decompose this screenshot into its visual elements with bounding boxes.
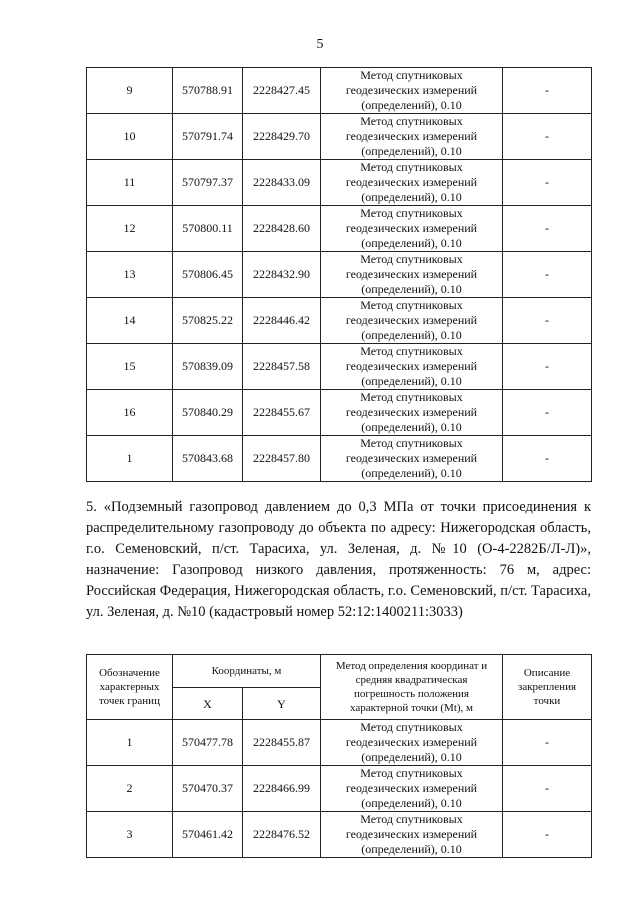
method-line: Метод спутниковых	[360, 720, 463, 734]
cell-x: 570797.37	[173, 160, 243, 206]
cell-x: 570791.74	[173, 114, 243, 160]
method-line: геодезических измерений	[345, 175, 478, 189]
cell-description: -	[503, 436, 592, 482]
table-row	[87, 252, 592, 298]
cell-description: -	[503, 160, 592, 206]
table-row	[87, 344, 592, 390]
cell-point: 10	[87, 114, 173, 160]
method-line: Метод спутниковых	[360, 114, 463, 128]
method-line: (определений), 0.10	[361, 236, 462, 250]
cell-x: 570806.45	[173, 252, 243, 298]
method-line: (определений), 0.10	[361, 796, 462, 810]
cell-point: 14	[87, 298, 173, 344]
method-line: Метод спутниковых	[360, 252, 463, 266]
cell-method	[321, 436, 503, 482]
page-number: 5	[316, 37, 324, 52]
cell-x: 570843.68	[173, 436, 243, 482]
method-line: геодезических измерений	[345, 735, 478, 749]
method-line: (определений), 0.10	[361, 420, 462, 434]
header-point: Обозначение характерных точек границ	[87, 655, 173, 720]
cell-point: 1	[87, 436, 173, 482]
method-line: геодезических измерений	[345, 781, 478, 795]
cell-description: -	[503, 298, 592, 344]
method-line: Метод спутниковых	[360, 344, 463, 358]
cell-method	[321, 812, 503, 858]
method-line: Метод спутниковых	[360, 436, 463, 450]
cell-method	[321, 766, 503, 812]
table-row	[87, 720, 592, 766]
cell-x: 570461.42	[173, 812, 243, 858]
table-row	[87, 206, 592, 252]
cell-y: 2228457.80	[243, 436, 321, 482]
cell-method	[321, 298, 503, 344]
cell-point: 11	[87, 160, 173, 206]
cell-point: 9	[87, 68, 173, 114]
table-2-body	[87, 720, 592, 858]
method-line: (определений), 0.10	[361, 842, 462, 856]
cell-point: 1	[87, 720, 173, 766]
method-line: Метод спутниковых	[360, 390, 463, 404]
table-row	[87, 766, 592, 812]
method-line: Метод спутниковых	[360, 298, 463, 312]
cell-y: 2228446.42	[243, 298, 321, 344]
table-row	[87, 298, 592, 344]
cell-x: 570477.78	[173, 720, 243, 766]
method-line: Метод спутниковых	[360, 206, 463, 220]
method-line: Метод спутниковых	[360, 160, 463, 174]
header-coordinates: Координаты, м	[173, 655, 321, 688]
cell-method	[321, 114, 503, 160]
cell-point: 3	[87, 812, 173, 858]
cell-method	[321, 252, 503, 298]
cell-description: -	[503, 252, 592, 298]
cell-y: 2228433.09	[243, 160, 321, 206]
method-line: (определений), 0.10	[361, 190, 462, 204]
header-description: Описание закрепления точки	[503, 655, 592, 720]
cell-description: -	[503, 206, 592, 252]
cell-description: -	[503, 68, 592, 114]
cell-point: 16	[87, 390, 173, 436]
coordinates-table-2	[86, 654, 592, 858]
method-line: Метод спутниковых	[360, 68, 463, 82]
cell-y: 2228476.52	[243, 812, 321, 858]
cell-description: -	[503, 344, 592, 390]
cell-method	[321, 160, 503, 206]
method-line: (определений), 0.10	[361, 282, 462, 296]
cell-description: -	[503, 114, 592, 160]
cell-x: 570470.37	[173, 766, 243, 812]
method-line: (определений), 0.10	[361, 374, 462, 388]
table-row	[87, 114, 592, 160]
method-line: Метод спутниковых	[360, 766, 463, 780]
table-row	[87, 160, 592, 206]
cell-y: 2228432.90	[243, 252, 321, 298]
cell-method	[321, 344, 503, 390]
cell-method	[321, 206, 503, 252]
cell-x: 570788.91	[173, 68, 243, 114]
cell-description: -	[503, 766, 592, 812]
cell-y: 2228429.70	[243, 114, 321, 160]
table-row	[87, 812, 592, 858]
method-line: (определений), 0.10	[361, 328, 462, 342]
table-row	[87, 390, 592, 436]
cell-description: -	[503, 390, 592, 436]
method-line: геодезических измерений	[345, 129, 478, 143]
method-line: Метод спутниковых	[360, 812, 463, 826]
cell-y: 2228457.58	[243, 344, 321, 390]
cell-x: 570840.29	[173, 390, 243, 436]
cell-point: 13	[87, 252, 173, 298]
method-line: (определений), 0.10	[361, 144, 462, 158]
table-row	[87, 436, 592, 482]
cell-x: 570800.11	[173, 206, 243, 252]
cell-y: 2228455.87	[243, 720, 321, 766]
method-line: геодезических измерений	[345, 827, 478, 841]
method-line: геодезических измерений	[345, 359, 478, 373]
method-line: геодезических измерений	[345, 451, 478, 465]
header-x: X	[173, 688, 243, 720]
cell-description: -	[503, 812, 592, 858]
cell-y: 2228466.99	[243, 766, 321, 812]
method-line: (определений), 0.10	[361, 750, 462, 764]
method-line: геодезических измерений	[345, 267, 478, 281]
cell-y: 2228428.60	[243, 206, 321, 252]
method-line: геодезических измерений	[345, 221, 478, 235]
method-line: (определений), 0.10	[361, 98, 462, 112]
cell-y: 2228455.67	[243, 390, 321, 436]
table-1-body	[87, 68, 592, 482]
header-y: Y	[243, 688, 321, 720]
method-line: геодезических измерений	[345, 83, 478, 97]
coordinates-table-1	[86, 67, 592, 482]
cell-method	[321, 390, 503, 436]
cell-point: 12	[87, 206, 173, 252]
method-line: (определений), 0.10	[361, 466, 462, 480]
header-method: Метод определения координат и средняя квадратическая погрешность положения характерной точки (Mt), м	[321, 655, 503, 720]
cell-point: 2	[87, 766, 173, 812]
cell-y: 2228427.45	[243, 68, 321, 114]
cell-method	[321, 720, 503, 766]
cell-x: 570839.09	[173, 344, 243, 390]
table-row	[87, 68, 592, 114]
method-line: геодезических измерений	[345, 313, 478, 327]
cell-x: 570825.22	[173, 298, 243, 344]
method-line: геодезических измерений	[345, 405, 478, 419]
cell-description: -	[503, 720, 592, 766]
object-description: 5. «Подземный газопровод давлением до 0,3 МПа от точки присоединения к распределительному газопроводу до объекта по адресу: Нижегородская область, г.о. Семеновский, п/ст. Тарасиха, ул. Зеленая, д. №10 (О-4-2282Б/Л-Л)», назначение: Газопровод низкого давления, протяженность: 76 м, адрес: Российская Федерация, Нижегородская область, г.о. Семеновский, п/ст. Тарасиха, ул. Зеленая, д. №10 (кадастровый номер 52:12:1400211:3033)	[86, 499, 591, 620]
cell-method	[321, 68, 503, 114]
cell-point: 15	[87, 344, 173, 390]
